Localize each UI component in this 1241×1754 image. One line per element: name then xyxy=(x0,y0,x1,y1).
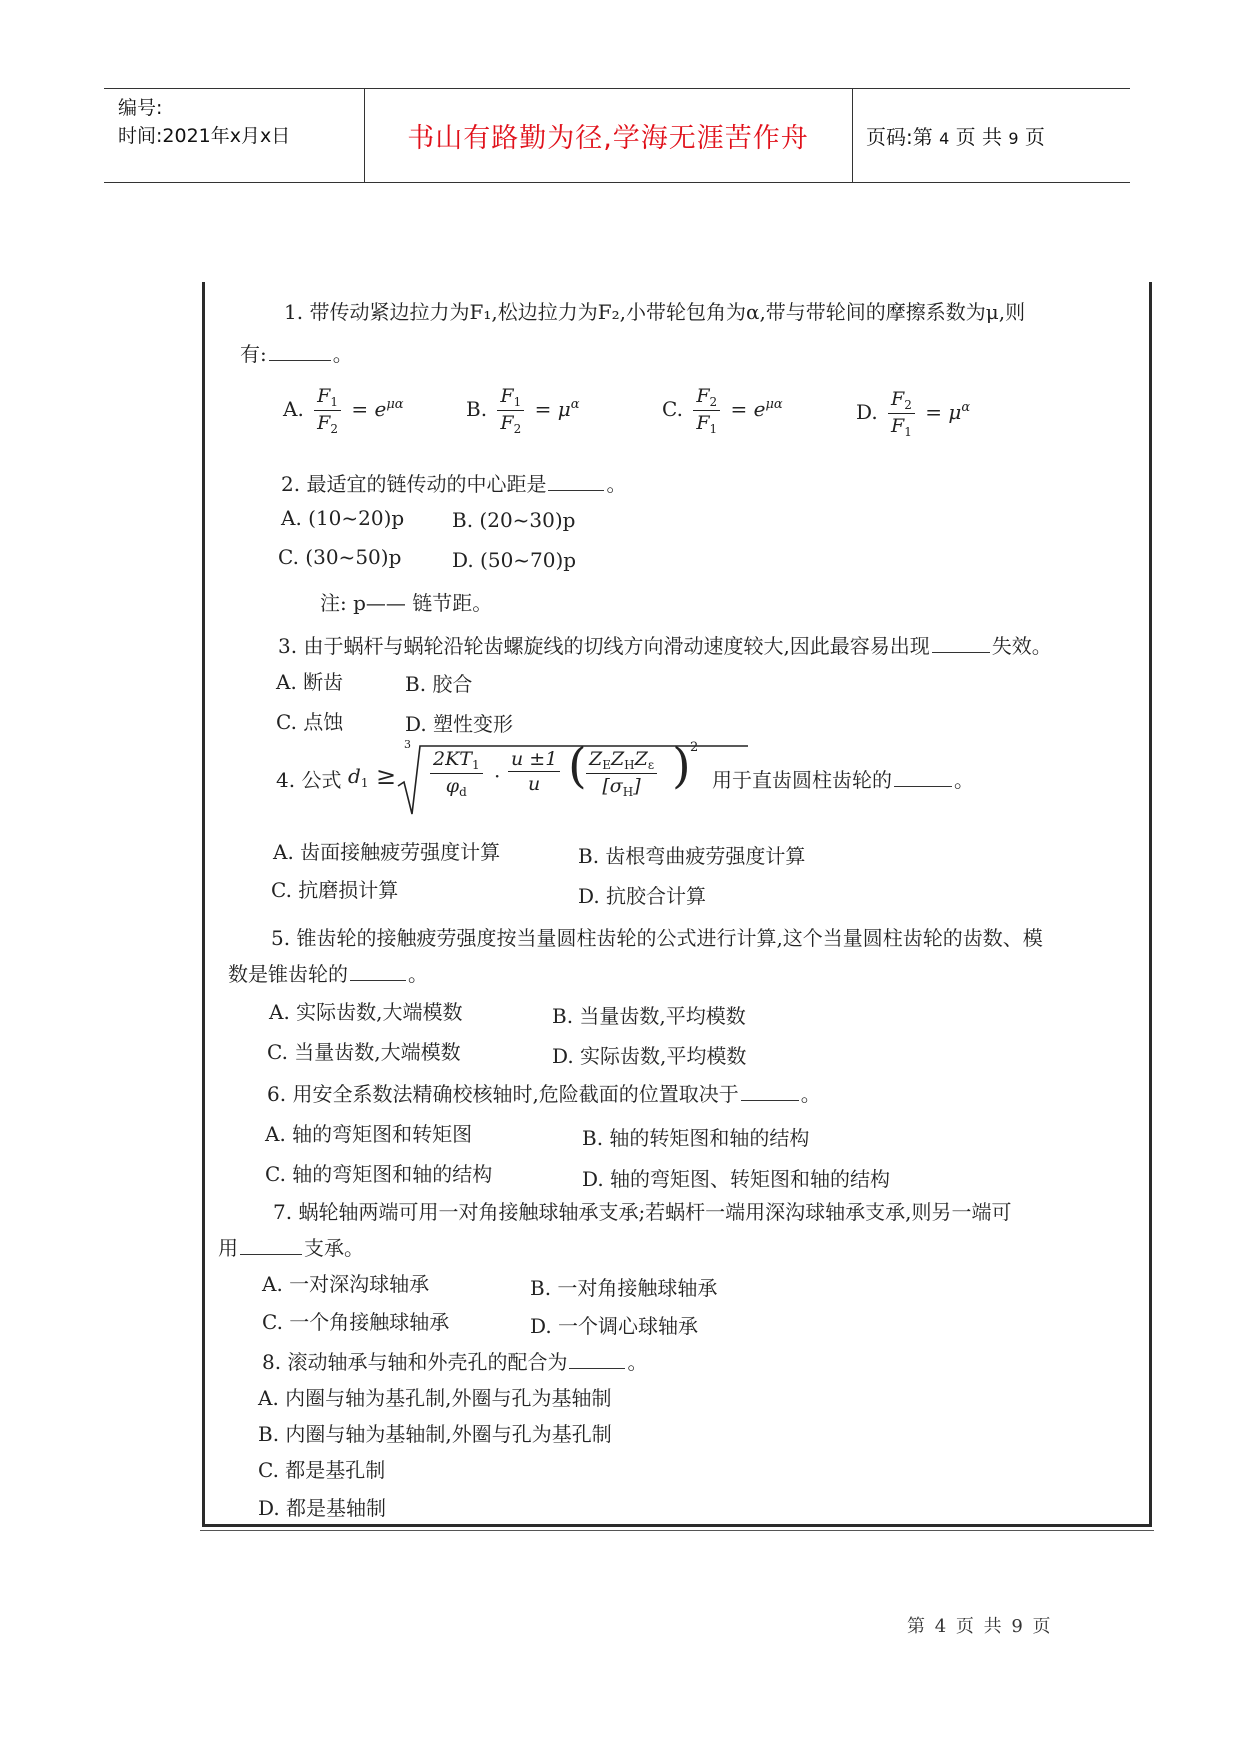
q8-answer-blank xyxy=(569,1350,625,1369)
q3-answer-blank xyxy=(932,634,990,653)
q5-option-b: B. 当量齿数,平均模数 xyxy=(552,1004,746,1028)
header-motto-cell xyxy=(364,89,853,182)
q1-answer-blank xyxy=(269,342,331,361)
q7-option-a: A. 一对深沟球轴承 xyxy=(262,1272,430,1296)
q5-option-d: D. 实际齿数,平均模数 xyxy=(552,1044,747,1068)
q7-stem-line2: 用 支承。 xyxy=(218,1236,364,1260)
q2-option-c: C. (30~50)p xyxy=(278,545,402,569)
q4-fraction-2kt: $\frac{2KT_1}{\varphi_d}$ xyxy=(430,748,483,799)
q3-stem: 3. 由于蜗杆与蜗轮沿轮齿螺旋线的切线方向滑动速度较大,因此最容易出现 失效。 xyxy=(278,634,1052,658)
page-header xyxy=(104,88,1130,183)
q1-stem-line2: 有: 。 xyxy=(240,342,353,366)
motto-text: 书山有路勤为径,学海无涯苦作舟 xyxy=(407,123,809,154)
header-page-cell xyxy=(852,89,1130,182)
q1-option-a: A. $\frac{F_1}{F_2}$ = $e^{\mu\alpha}$ xyxy=(283,385,404,436)
q5-option-a: A. 实际齿数,大端模数 xyxy=(269,1000,463,1024)
q7-stem-line1: 7. 蜗轮轴两端可用一对角接触球轴承支承;若蜗杆一端用深沟球轴承支承,则另一端可 xyxy=(273,1200,1012,1224)
q1-d-fraction: $\frac{F_2}{F_1}$ xyxy=(888,388,915,439)
q2-option-a: A. (10~20)p xyxy=(281,506,405,530)
q5-stem-line2: 数是锥齿轮的 。 xyxy=(228,962,428,986)
q4-option-b: B. 齿根弯曲疲劳强度计算 xyxy=(578,844,806,868)
q4-option-d: D. 抗胶合计算 xyxy=(578,884,707,908)
q2-answer-blank xyxy=(548,472,604,491)
q1-option-b: B. $\frac{F_1}{F_2}$ = $\mu^\alpha$ xyxy=(466,385,580,436)
q6-answer-blank xyxy=(741,1082,799,1101)
q4-option-c: C. 抗磨损计算 xyxy=(271,878,399,902)
q4-answer-blank xyxy=(894,768,952,787)
q1-option-c: C. $\frac{F_2}{F_1}$ = $e^{\mu\alpha}$ xyxy=(662,385,783,436)
q6-option-c: C. 轴的弯矩图和轴的结构 xyxy=(265,1162,493,1186)
q5-answer-blank xyxy=(350,962,406,981)
q7-option-b: B. 一对角接触球轴承 xyxy=(530,1276,718,1300)
q3-option-d: D. 塑性变形 xyxy=(405,712,514,736)
q1-b-fraction: $\frac{F_1}{F_2}$ xyxy=(497,385,524,436)
q1-c-fraction: $\frac{F_2}{F_1}$ xyxy=(693,385,720,436)
q8-option-c: C. 都是基孔制 xyxy=(258,1458,386,1482)
q3-option-b: B. 胶合 xyxy=(405,672,473,696)
q2-stem: 2. 最适宜的链传动的中心距是 。 xyxy=(281,472,627,496)
q6-option-d: D. 轴的弯矩图、转矩图和轴的结构 xyxy=(582,1167,891,1191)
q2-option-d: D. (50~70)p xyxy=(452,548,577,572)
q4-fraction-u: $\frac{u \pm 1}{u}$ xyxy=(508,748,560,795)
q5-stem-line1: 5. 锥齿轮的接触疲劳强度按当量圆柱齿轮的公式进行计算,这个当量圆柱齿轮的齿数、模 xyxy=(271,926,1043,950)
q1-a-fraction: $\frac{F_1}{F_2}$ xyxy=(314,385,341,436)
header-meta-cell xyxy=(104,89,365,182)
q8-stem: 8. 滚动轴承与轴和外壳孔的配合为 。 xyxy=(262,1350,648,1374)
q1-option-d: D. $\frac{F_2}{F_1}$ = $\mu^\alpha$ xyxy=(856,388,971,439)
q7-option-c: C. 一个角接触球轴承 xyxy=(262,1310,450,1334)
q8-option-b: B. 内圈与轴为基轴制,外圈与孔为基孔制 xyxy=(258,1422,612,1446)
q7-option-d: D. 一个调心球轴承 xyxy=(530,1314,699,1338)
q7-answer-blank xyxy=(240,1236,302,1255)
q6-option-b: B. 轴的转矩图和轴的结构 xyxy=(582,1126,810,1150)
q8-option-d: D. 都是基轴制 xyxy=(258,1496,387,1520)
q6-stem: 6. 用安全系数法精确校核轴时,危险截面的位置取决于 。 xyxy=(267,1082,821,1106)
page-footer: 第 4 页 共 9 页 xyxy=(907,1616,1053,1637)
q3-option-c: C. 点蚀 xyxy=(276,710,344,734)
q1-stem-line1: 1. 带传动紧边拉力为F₁,松边拉力为F₂,小带轮包角为α,带与带轮间的摩擦系数为μ,则 xyxy=(284,300,1026,324)
q3-option-a: A. 断齿 xyxy=(276,670,344,694)
q5-option-c: C. 当量齿数,大端模数 xyxy=(267,1040,461,1064)
q2-option-b: B. (20~30)p xyxy=(452,508,576,532)
time-label: 时间:2021年x月x日 xyxy=(118,125,291,147)
serial-label: 编号: xyxy=(118,97,163,119)
q6-option-a: A. 轴的弯矩图和转矩图 xyxy=(265,1122,473,1146)
q2-note: 注: p—— 链节距。 xyxy=(320,591,493,615)
page-code: 页码:第 4 页 共 9 页 xyxy=(866,125,1045,149)
q4-fraction-z: $Z_EZ_HZ_\varepsilon$ $[\sigma_H]$ xyxy=(586,748,657,799)
q4-option-a: A. 齿面接触疲劳强度计算 xyxy=(273,840,501,864)
q8-option-a: A. 内圈与轴为基孔制,外圈与孔为基轴制 xyxy=(258,1386,612,1410)
